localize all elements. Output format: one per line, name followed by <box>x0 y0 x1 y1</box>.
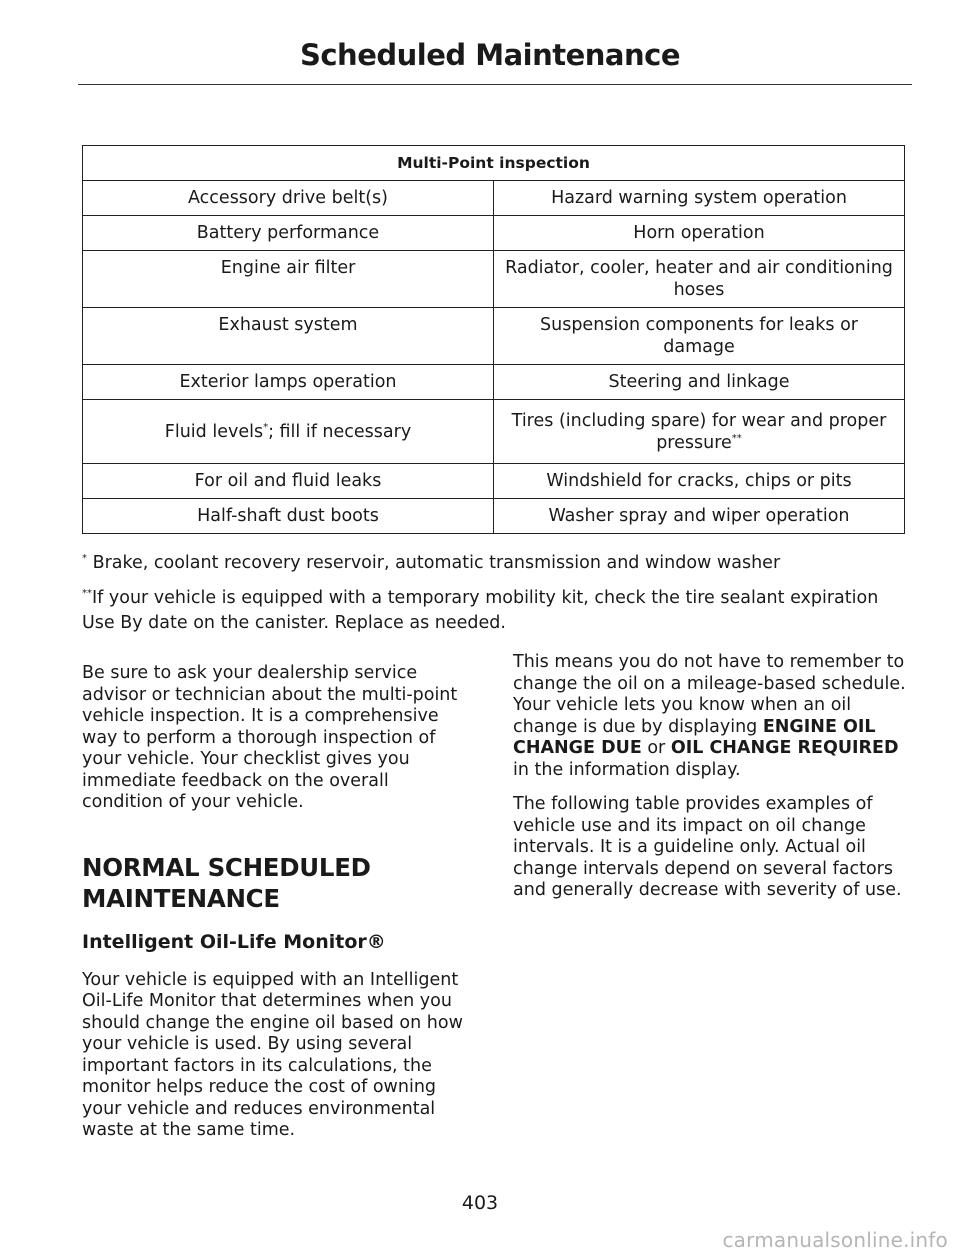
table-row <box>83 251 905 308</box>
table-row <box>83 464 905 499</box>
monitor-paragraph: Your vehicle is equipped with an Intelligent Oil-Life Monitor that determines when you should change the engine oil based on how your vehicle is used. By using several important factors in its calculations, the monitor helps reduce the cost of owning your vehicle and reduces environmental waste at the same time. <box>82 969 463 1140</box>
header-divider <box>78 84 912 85</box>
cell-text: Fluid levels <box>164 421 264 442</box>
table-cell: Horn operation <box>494 216 905 251</box>
paragraph-text: This means you do not have to remember to change the oil on a mileage-based schedule. Your vehicle lets you know when an oil change is due by displaying <box>513 652 906 737</box>
display-message: ENGINE OIL CHANGE DUE <box>513 716 876 758</box>
table-cell: Exhaust system <box>83 308 494 365</box>
display-message: OIL CHANGE REQUIRED <box>670 738 899 758</box>
table-cell: For oil and fluid leaks <box>83 464 494 499</box>
table-intro-paragraph: The following table provides examples of vehicle use and its impact on oil change intervals. It is a guideline only. Actual oil change intervals depend on several factors and generally decrease with severity of use. <box>513 794 902 900</box>
oil-change-paragraph <box>513 652 908 781</box>
table-cell: Steering and linkage <box>494 365 905 400</box>
table-cell <box>83 400 494 464</box>
left-column <box>82 663 474 1142</box>
table-row <box>83 499 905 534</box>
page-title: Scheduled Maintenance <box>299 38 680 72</box>
table-cell: Exterior lamps operation <box>83 365 494 400</box>
table-cell: Half-shaft dust boots <box>83 499 494 534</box>
right-column <box>513 652 908 902</box>
footnote-mark: ** <box>82 588 92 600</box>
table-cell <box>494 400 905 464</box>
footnote-1 <box>82 551 912 576</box>
table-row <box>83 400 905 464</box>
table-row <box>83 216 905 251</box>
table-cell: Battery performance <box>83 216 494 251</box>
table-title: Multi-Point inspection <box>83 146 905 181</box>
footnote-mark: * <box>263 421 269 433</box>
watermark: carmanualsonline.info <box>722 1228 948 1252</box>
table-cell: Engine air filter <box>83 251 494 308</box>
table-row <box>83 308 905 365</box>
table-row <box>83 181 905 216</box>
table-cell: Radiator, cooler, heater and air conditioning hoses <box>494 251 905 308</box>
table-cell: Suspension components for leaks or damage <box>494 308 905 365</box>
table-cell: Windshield for cracks, chips or pits <box>494 464 905 499</box>
table-header-row <box>83 146 905 181</box>
footnote-text: Brake, coolant recovery reservoir, automatic transmission and window washer <box>87 553 781 573</box>
cell-text: Tires (including spare) for wear and proper pressure <box>511 410 887 453</box>
table-cell: Hazard warning system operation <box>494 181 905 216</box>
paragraph-text: in the information display. <box>513 759 741 780</box>
page-number: 403 <box>461 1192 499 1214</box>
footnote-mark: * <box>82 553 87 565</box>
multi-point-inspection-table <box>82 145 905 534</box>
cell-text: ; fill if necessary <box>268 421 412 442</box>
table-cell: Accessory drive belt(s) <box>83 181 494 216</box>
table-row <box>83 365 905 400</box>
footnote-2 <box>82 586 912 636</box>
paragraph-text: or <box>641 738 671 758</box>
intro-paragraph: Be sure to ask your dealership service advisor or technician about the multi-point vehicle inspection. It is a comprehensive way to perform a thorough inspection of your vehicle. Your checklist gives you immediate feedback on the overall condition of your vehicle. <box>82 663 458 812</box>
table-cell: Washer spray and wiper operation <box>494 499 905 534</box>
subsection-heading: Intelligent Oil-Life Monitor® <box>82 930 386 953</box>
footnote-text: If your vehicle is equipped with a temporary mobility kit, check the tire sealant expiration Use By date on the canister. Replace as needed. <box>82 588 879 633</box>
footnote-mark: ** <box>731 432 742 444</box>
section-heading: NORMAL SCHEDULED MAINTENANCE <box>82 852 371 913</box>
